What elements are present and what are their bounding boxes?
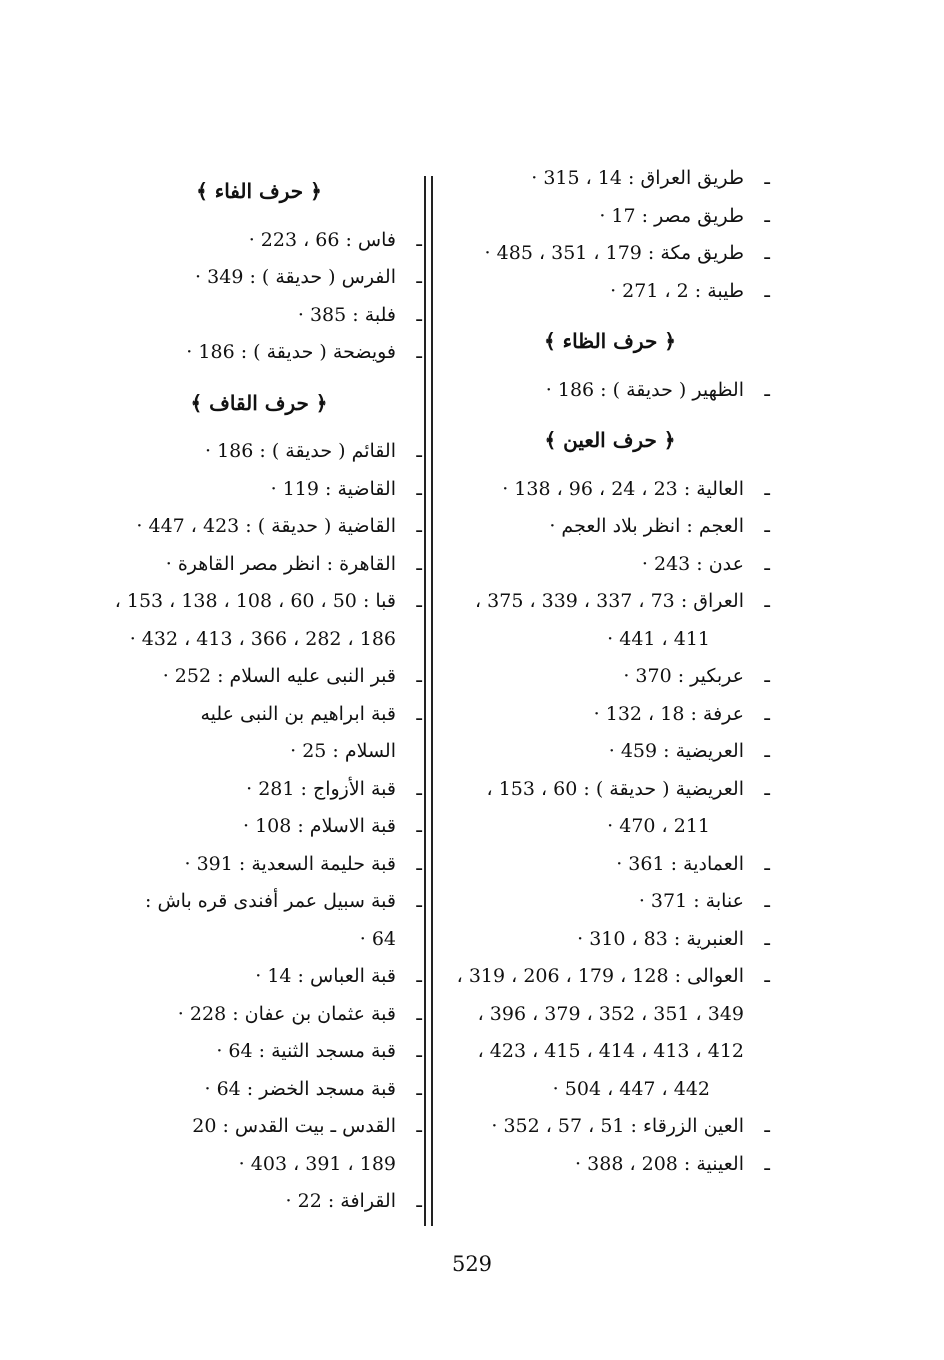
entry-text: القاهرة : انظر مصر القاهرة ·: [165, 552, 396, 575]
entry-text: عنابة : 371 ·: [638, 890, 744, 912]
index-entry: ـ قبة العباس : 14 ·: [255, 965, 422, 987]
index-entry: ـ عرفة : 18 ، 132 ·: [593, 702, 770, 725]
index-entry: ـ طريق العراق : 14 ، 315 ·: [531, 167, 770, 189]
entry-continuation: 412 ، 413 ، 414 ، 415 ، 423 ،: [477, 1040, 744, 1062]
index-entry: ـ القدس ـ بيت القدس : 20: [192, 1115, 422, 1137]
entry-text: فلبة : 385 ·: [297, 303, 396, 326]
index-entry: ـ قبة سبيل عمر أفندى قره باش :: [145, 890, 422, 912]
entry-text: عدن : 243 ·: [641, 552, 744, 575]
entry-text: قبة الاسلام : 108 ·: [242, 815, 396, 837]
entry-text: القائم ( حديقة ) : 186 ·: [205, 440, 396, 462]
entry-text: قبة حليمة السعدية : 391 ·: [184, 852, 396, 875]
entry-continuation: 186 ، 282 ، 366 ، 413 ، 432 ·: [129, 627, 396, 650]
entry-continuation: 349 ، 351 ، 352 ، 379 ، 396 ،: [477, 1002, 744, 1025]
index-entry: ـ قبة الأزواج : 281 ·: [246, 777, 422, 800]
index-entry: ـ قبة الاسلام : 108 ·: [242, 815, 422, 837]
entry-text: العالية : 23 ، 24 ، 96 ، 138 ·: [502, 477, 744, 500]
entry-continuation: 211 ، 470 ·: [607, 815, 710, 837]
section-heading-ayn: ﴿ حرف العين ﴾: [544, 428, 676, 452]
index-entry: ـ العالية : 23 ، 24 ، 96 ، 138 ·: [502, 477, 770, 500]
index-entry: ـ قبة مسجد الخضر : 64 ·: [204, 1077, 422, 1100]
entry-text: فويضحة ( حديقة ) : 186 ·: [186, 341, 396, 363]
index-entry: ـ الظهير ( حديقة ) : 186 ·: [545, 378, 770, 401]
index-entry: ـ القائم ( حديقة ) : 186 ·: [205, 440, 422, 462]
entry-text: العوالى : 128 ، 179 ، 206 ، 319 ،: [456, 965, 744, 987]
index-entry: ـ قبة عثمان بن عفان : 228 ·: [177, 1002, 422, 1025]
index-entry: ـ قبا : 50 ، 60 ، 108 ، 138 ، 153 ،: [114, 590, 422, 612]
index-entry: ـ عدن : 243 ·: [641, 552, 770, 575]
entry-text: القرافة : 22 ·: [285, 1190, 396, 1212]
index-entry: ـ قبر النبى عليه السلام : 252 ·: [162, 665, 422, 687]
index-entry: ـ القرافة : 22 ·: [285, 1190, 422, 1212]
entry-text: قبة ابراهيم بن النبى عليه: [200, 702, 396, 725]
index-entry: ـ قبة ابراهيم بن النبى عليه: [200, 702, 422, 725]
index-entry: ـ طريق مكة : 179 ، 351 ، 485 ·: [484, 242, 770, 264]
index-entry: ـ العجم : انظر بلاد العجم ·: [549, 515, 770, 537]
section-heading-fa: ﴿ حرف الفاء ﴾: [196, 179, 322, 203]
entry-text: العنبرية : 83 ، 310 ·: [577, 927, 744, 950]
index-entry: ـ طريق مصر : 17 ·: [599, 204, 770, 227]
entry-text: قبة مسجد الثنية : 64 ·: [216, 1040, 396, 1062]
entry-text: طريق العراق : 14 ، 315 ·: [531, 167, 744, 189]
index-entry: ـ العريضية : 459 ·: [608, 740, 770, 762]
index-entry: ـ العنبرية : 83 ، 310 ·: [577, 927, 770, 950]
left-column: [96, 160, 422, 1221]
index-entry: ـ طيبة : 2 ، 271 ·: [610, 279, 770, 302]
entry-text: العجم : انظر بلاد العجم ·: [549, 515, 744, 537]
entry-text: طيبة : 2 ، 271 ·: [610, 279, 744, 302]
index-entry: ـ قبة حليمة السعدية : 391 ·: [184, 852, 422, 875]
entry-text: طريق مكة : 179 ، 351 ، 485 ·: [484, 242, 744, 264]
entry-text: قبة سبيل عمر أفندى قره باش :: [145, 890, 396, 912]
entry-text: القدس ـ بيت القدس : 20: [192, 1115, 396, 1137]
entry-continuation: 411 ، 441 ·: [607, 627, 710, 650]
index-entry: ـ عنابة : 371 ·: [638, 890, 770, 912]
index-entry: ـ العمادية : 361 ·: [616, 852, 770, 875]
entry-continuation: 442 ، 447 ، 504 ·: [552, 1077, 710, 1100]
index-entry: ـ عربكير : 370 ·: [623, 665, 770, 687]
entry-group: [450, 160, 770, 310]
entry-text: القاضية : 119 ·: [270, 477, 396, 500]
entry-text: قبا : 50 ، 60 ، 108 ، 138 ، 153 ،: [114, 590, 396, 612]
index-entry: ـ القاضية : 119 ·: [270, 477, 422, 500]
index-entry: ـ العين الزرقاء : 51 ، 57 ، 352 ·: [491, 1115, 770, 1137]
entry-text: قبة الأزواج : 281 ·: [246, 777, 396, 800]
entry-text: العين الزرقاء : 51 ، 57 ، 352 ·: [491, 1115, 744, 1137]
column-divider-line: [431, 176, 433, 1226]
section-heading-qaf: ﴿ حرف القاف ﴾: [190, 390, 328, 415]
entry-text: العريضية : 459 ·: [608, 740, 744, 762]
index-entry: ـ القاهرة : انظر مصر القاهرة ·: [165, 552, 422, 575]
index-entry: ـ فلبة : 385 ·: [297, 303, 422, 326]
entry-text: الفرس ( حديقة ) : 349 ·: [195, 266, 396, 288]
entry-text: قبة مسجد الخضر : 64 ·: [204, 1077, 396, 1100]
index-entry: ـ الفرس ( حديقة ) : 349 ·: [195, 266, 422, 288]
index-entry: ـ العينية : 208 ، 388 ·: [575, 1152, 770, 1175]
index-entry: ـ القاضية ( حديقة ) : 423 ، 447 ·: [136, 515, 422, 537]
entry-text: الظهير ( حديقة ) : 186 ·: [545, 378, 744, 401]
index-entry: ـ العراق : 73 ، 337 ، 339 ، 375 ،: [474, 590, 770, 612]
entry-text: العينية : 208 ، 388 ·: [575, 1152, 744, 1175]
entry-continuation: 189 ، 391 ، 403 ·: [238, 1152, 396, 1175]
entry-text: القاضية ( حديقة ) : 423 ، 447 ·: [136, 515, 396, 537]
right-column: [450, 160, 770, 1183]
entry-text: قبة العباس : 14 ·: [255, 965, 396, 987]
index-entry: ـ فاس : 66 ، 223 ·: [248, 228, 422, 251]
entry-text: العريضية ( حديقة ) : 60 ، 153 ،: [486, 777, 744, 800]
index-entry: ـ العوالى : 128 ، 179 ، 206 ، 319 ،: [456, 965, 770, 987]
entry-text: طريق مصر : 17 ·: [599, 204, 744, 227]
entry-text: عرفة : 18 ، 132 ·: [593, 702, 744, 725]
entry-continuation: السلام : 25 ·: [290, 740, 396, 762]
entry-continuation: 64 ·: [359, 927, 396, 950]
column-divider-line: [424, 176, 426, 1226]
section-heading-zah: ﴿ حرف الظاء ﴾: [543, 329, 676, 353]
entry-text: العمادية : 361 ·: [616, 852, 744, 875]
index-entry: ـ العريضية ( حديقة ) : 60 ، 153 ،: [486, 777, 770, 800]
entry-text: فاس : 66 ، 223 ·: [248, 228, 396, 251]
index-entry: ـ فويضحة ( حديقة ) : 186 ·: [186, 341, 422, 363]
entry-text: العراق : 73 ، 337 ، 339 ، 375 ،: [474, 590, 744, 612]
page-number: 529: [451, 1252, 493, 1276]
entry-text: قبر النبى عليه السلام : 252 ·: [162, 665, 396, 687]
entry-text: عربكير : 370 ·: [623, 665, 744, 687]
index-entry: ـ قبة مسجد الثنية : 64 ·: [216, 1040, 422, 1062]
entry-text: قبة عثمان بن عفان : 228 ·: [177, 1002, 396, 1025]
